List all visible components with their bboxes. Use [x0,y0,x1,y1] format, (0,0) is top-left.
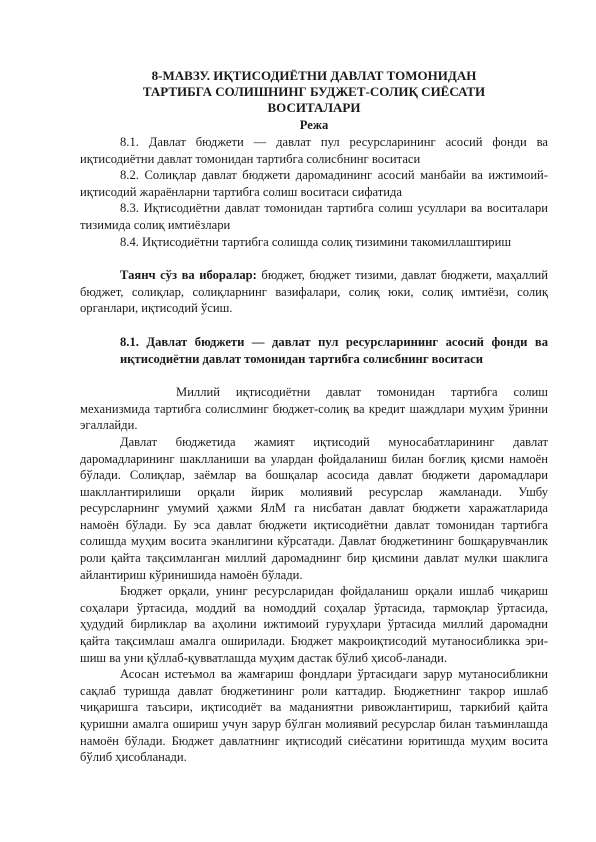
document-page [80,68,548,766]
body-paragraph-3: Бюджет орқали, унинг ресурсларидан фойдаланиш орқали ишлаб чиқариш соҳалари ўртасида, моддий ва номоддий соҳалар ўртасида, тармоқлар ўртасида, ҳудудий бирликлар ва аҳолини ижтимоий гуруҳлари ўртасида миллий даромадни қайта тақсимлаш амалга оширилади. Бюджет макроиқтисодий мутаносибликка эри-шиш ва уни қўллаб-қувватлашда муҳим дастак бўлиб ҳисоб-ланади. [80,584,548,665]
chapter-title-line-2: ТАРТИБГА СОЛИШНИНГ БУДЖЕТ-СОЛИҚ СИЁСАТИ [142,84,486,99]
keywords-paragraph [80,267,548,317]
section-heading: 8.1. Давлат бюджети — давлат пул ресурсларининг асосий фонди ва иқтисодиётни давлат томонидан тартибга солисбнинг воситаси [120,334,548,366]
chapter-title-line-3: ВОСИТАЛАРИ [267,100,361,115]
plan-label: Режа [299,118,329,132]
chapter-title [80,68,548,116]
plan-item-2: 8.2. Солиқлар давлат бюджети даромадининг асосий манбайи ва ижтимоий-иқтисодий жараёнларни тартибга солиш воситаси сифатида [80,168,548,199]
plan-item-3: 8.3. Иқтисодиётни давлат томонидан тартибга солиш усуллари ва воситалари тизимида солиқ имтиёзлари [80,201,548,232]
body-paragraph-4: Асосан истеъмол ва жамғариш фондлари ўртасидаги зарур мутаносибликни сақлаб туришда давлат бюджетининг роли каттадир. Бюджетнинг такрор ишлаб чиқаришга таъсири, иқтисодиёт ва маданиятни ривожлантириш, таркибий қайта қуришни амалга ошириш учун зарур бўлган молиявий ресурслар билан таъминлашда намоён бўлади. Бюджет давлатнинг иқтисодий сиёсатини юритишда муҳим восита бўлиб ҳисобланади. [80,667,548,765]
keywords-label: Таянч сўз ва иборалар: [120,268,257,283]
body-paragraph-2: Давлат бюджетида жамият иқтисодий муносабатларининг давлат даромадларининг шаклланиши ва улардан фойдаланиш билан боғлиқ қисми намоён бўлади. Солиқлар, заёмлар ва бошқалар асосида давлат бюджети даромадлари шакллантирилиши орқали йирик молиявий ресурслар жамланади. Ушбу ресурсларнинг умумий ҳажми ЯлМ га нисбатан давлат бюджети харажатларида намоён бўлади. Бу эса давлат бюджети иқтисодиётни давлат томонидан тартибга солишда муҳим восита эканлигини кўрсатади. Давлат бюджетининг бошқарувчанлик роли қайта тақсимланган миллий даромаднинг бир қисмини давлат мулки шаклига айлантириш кўринишида намоён бўлади. [80,434,548,582]
keywords-text: бюджет, бюджет тизими, давлат бюджети, маҳаллий бюджет, солиқлар, солиқларнинг вазифалари, солиқ юки, солиқ имтиёзи, солиқ органлари, иқтисодий ўсиш. [80,268,548,316]
plan-item-4: 8.4. Иқтисодиётни тартибга солишда солиқ тизимини такомиллаштириш [120,234,512,249]
body-paragraph-1: Миллий иқтисодиётни давлат томонидан тартибга солиш механизмида тартибга солислминг бюджет-солиқ ва кредит шаждлари муҳим ўринни эгаллайди. [80,385,548,433]
chapter-title-line-1: 8-МАВЗУ. ИҚТИСОДИЁТНИ ДАВЛАТ ТОМОНИДАН [151,68,477,83]
plan-item-1: 8.1. Давлат бюджети — давлат пул ресурсларининг асосий фонди ва иқтисодиётни давлат томонидан тартибга солисбнинг воситаси [80,135,548,166]
